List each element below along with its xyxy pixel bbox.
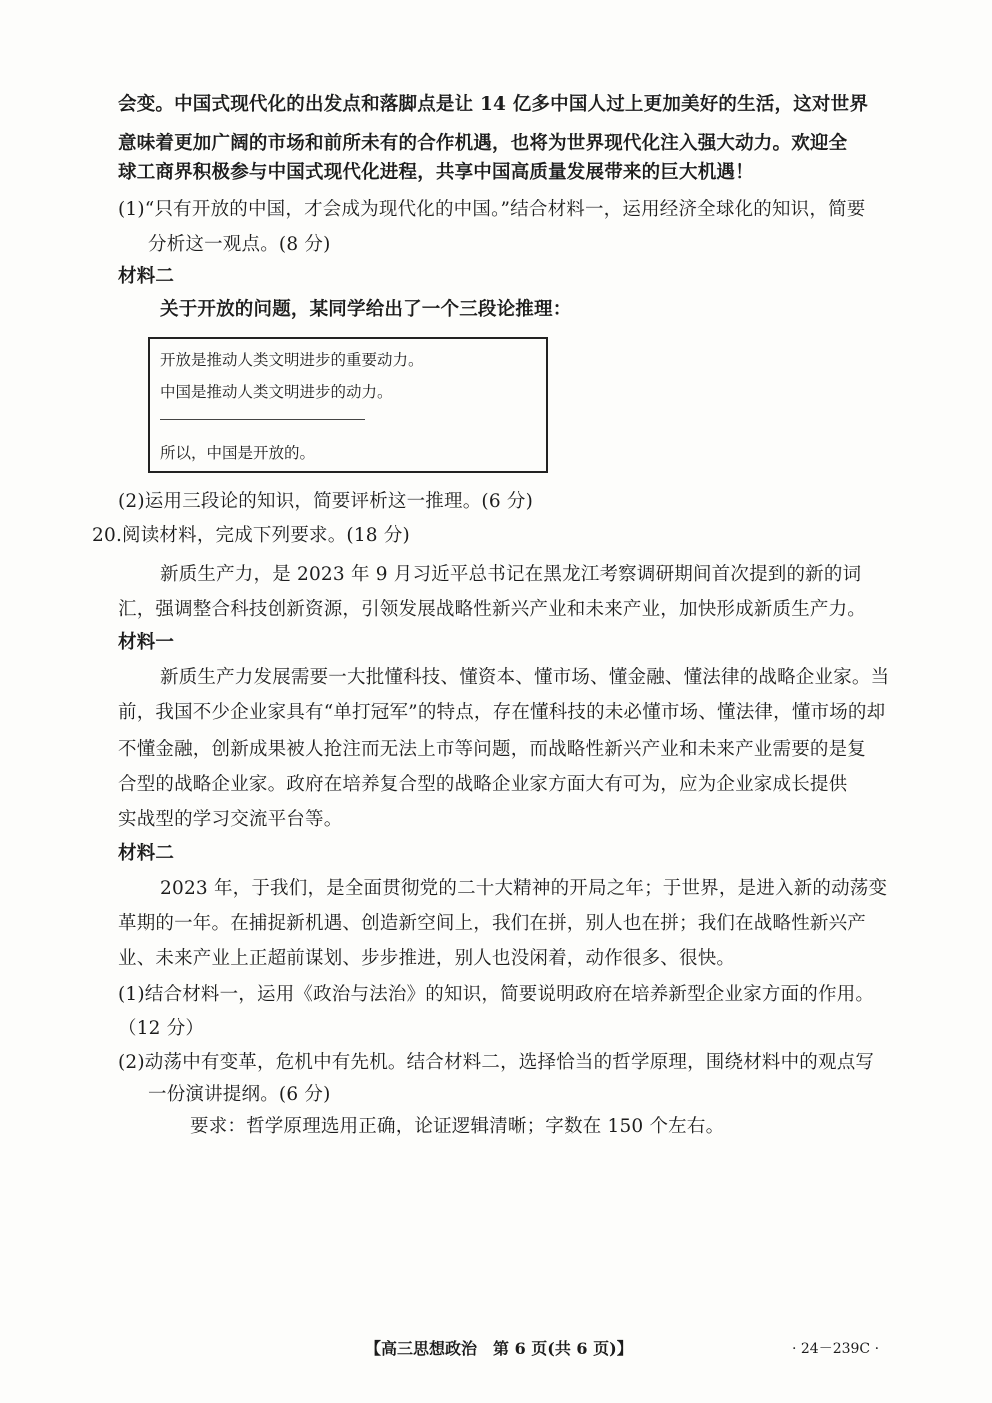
text-line-m2t: 关于开放的问题，某同学给出了一个三段论推理： (160, 299, 572, 320)
text-line-a4: 合型的战略企业家。政府在培养复合型的战略企业家方面大有可为，应为企业家成长提供 (118, 774, 848, 795)
footer-code: · 24－239C · (792, 1341, 880, 1357)
text-line-b3: 业、未来产业上正超前谋划、步步推进，别人也没闲着，动作很多、很快。 (118, 948, 736, 969)
text-line-q2: (2)运用三段论的知识，简要评析这一推理。(6 分) (118, 491, 533, 512)
text-line-m2b: 材料二 (118, 843, 175, 864)
text-line-a2: 前，我国不少企业家具有“单打冠军”的特点，存在懂科技的未必懂市场、懂法律，懂市场的却 (118, 702, 886, 723)
text-line-m1: 材料一 (118, 632, 175, 653)
text-line-a5: 实战型的学习交流平台等。 (118, 809, 343, 830)
footer-page-title: 【高三思想政治 第 6 页(共 6 页)】 (365, 1339, 633, 1358)
syllogism-box (148, 337, 548, 473)
text-line-i2: 汇，强调整合科技创新资源，引领发展战略性新兴产业和未来产业，加快形成新质生产力。 (118, 599, 867, 620)
text-line-p3: 球工商界积极参与中国式现代化进程，共享中国高质量发展带来的巨大机遇！ (118, 162, 754, 183)
text-line-i1: 新质生产力，是 2023 年 9 月习近平总书记在黑龙江考察调研期间首次提到的新的词 (160, 564, 862, 585)
text-line-c1: (1)结合材料一，运用《政治与法治》的知识，简要说明政府在培养新型企业家方面的作用。 (118, 984, 875, 1005)
text-line-c2b: 一份演讲提纲。(6 分) (148, 1084, 331, 1105)
text-line-m2: 材料二 (118, 266, 175, 287)
text-line-c1b: （12 分） (118, 1018, 205, 1039)
text-line-p1: 会变。中国式现代化的出发点和落脚点是让 14 亿多中国人过上更加美好的生活，这对世界 (118, 94, 869, 115)
text-line-c2: (2)动荡中有变革，危机中有先机。结合材料二，选择恰当的哲学原理，围绕材料中的观点写 (118, 1052, 875, 1073)
major-premise: 开放是推动人类文明进步的重要动力。 (160, 351, 424, 369)
minor-premise: 中国是推动人类文明进步的动力。 (160, 383, 393, 401)
conclusion: 所以，中国是开放的。 (160, 444, 316, 462)
text-line-c3: 要求：哲学原理选用正确，论证逻辑清晰；字数在 150 个左右。 (190, 1116, 725, 1137)
text-line-b1: 2023 年，于我们，是全面贯彻党的二十大精神的开局之年；于世界，是进入新的动荡变 (160, 878, 888, 899)
text-line-q1a: (1)“只有开放的中国，才会成为现代化的中国。”结合材料一，运用经济全球化的知识，简要 (118, 199, 866, 220)
text-line-a3: 不懂金融，创新成果被人抢注而无法上市等问题，而战略性新兴产业和未来产业需要的是复 (118, 739, 867, 760)
text-line-q1b: 分析这一观点。(8 分) (148, 234, 331, 255)
text-line-b2: 革期的一年。在捕捉新机遇、创造新空间上，我们在拼，别人也在拼；我们在战略性新兴产 (118, 913, 867, 934)
text-line-p2: 意味着更加广阔的市场和前所未有的合作机遇，也将为世界现代化注入强大动力。欢迎全 (118, 133, 848, 154)
divider-line (160, 419, 365, 420)
text-line-a1: 新质生产力发展需要一大批懂科技、懂资本、懂市场、懂金融、懂法律的战略企业家。当 (160, 667, 890, 688)
text-line-q20: 20.阅读材料，完成下列要求。(18 分) (92, 525, 410, 546)
